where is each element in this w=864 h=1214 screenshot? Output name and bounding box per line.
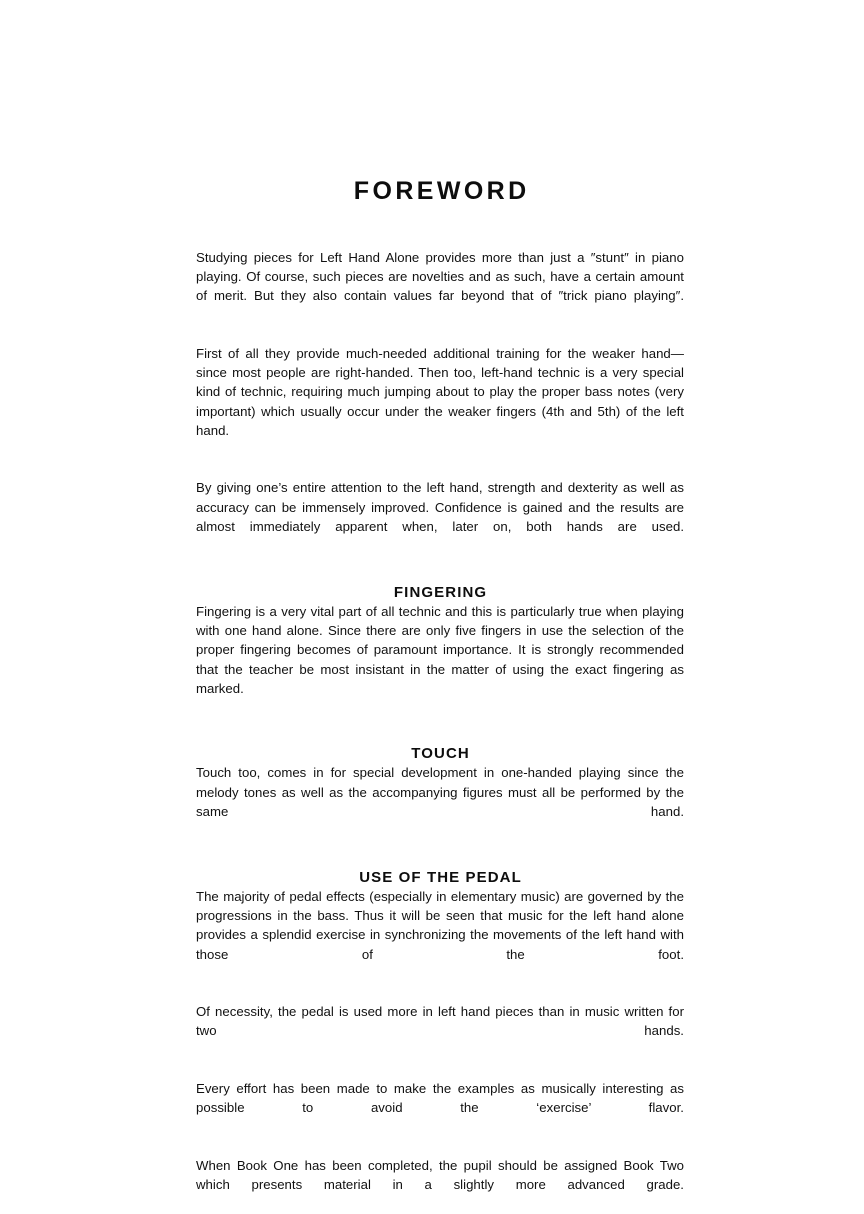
section-touch <box>196 745 684 840</box>
paragraph: Touch too, comes in for special development in one-handed playing since the melody tones as well as the accompanying figures must all be performed by the same hand. <box>196 765 684 820</box>
section-intro <box>196 248 684 556</box>
document-content-column <box>196 178 684 1214</box>
section-fingering <box>196 584 684 718</box>
paragraph: Of necessity, the pedal is used more in left hand pieces than in music written for two hands. <box>196 1004 684 1039</box>
section-heading-use-of-the-pedal: USE OF THE PEDAL <box>359 868 522 886</box>
paragraph: By giving one’s entire attention to the left hand, strength and dexterity as well as accuracy can be immensely improved. Confidence is gained and the results are almost immediately apparent when, later on, both hands are used. <box>196 480 684 535</box>
paragraph: Every effort has been made to make the examples as musically interesting as possible to avoid the ‘exercise’ flavor. <box>196 1081 684 1116</box>
page-title: FOREWORD <box>353 177 530 205</box>
section-use-of-the-pedal <box>196 869 684 1214</box>
section-heading-touch: TOUCH <box>411 745 470 763</box>
section-heading-fingering: FINGERING <box>393 583 488 601</box>
paragraph: The majority of pedal effects (especially in elementary music) are governed by the progressions in the bass. Thus it will be seen that music for the left hand alone provides a splendid exercise in synchronizing the movements of the left hand with those of the foot. <box>196 888 684 962</box>
paragraph: Fingering is a very vital part of all technic and this is particularly true when playing with one hand alone. Since there are only five fingers in use the selection of the proper fingering becomes of paramount importance. It is strongly recommended that the teacher be most insistant in the matter of using the exact fingering as marked. <box>196 603 684 696</box>
paragraph: When Book One has been completed, the pupil should be assigned Book Two which presents material in a slightly more advanced grade. <box>196 1157 684 1193</box>
paragraph: Studying pieces for Left Hand Alone provides more than just a ″stunt″ in piano playing. Of course, such pieces are novelties and as such, have a certain amount of merit. But they also contain values far beyond that of ″trick piano playing″. <box>196 249 684 304</box>
paragraph: First of all they provide much-needed additional training for the weaker hand—since most people are right-handed. Then too, left-hand technic is a very special kind of technic, requiring much jumping about to play the proper bass notes (very important) which usually occur under the weaker fingers (4th and 5th) of the left hand. <box>196 345 684 438</box>
